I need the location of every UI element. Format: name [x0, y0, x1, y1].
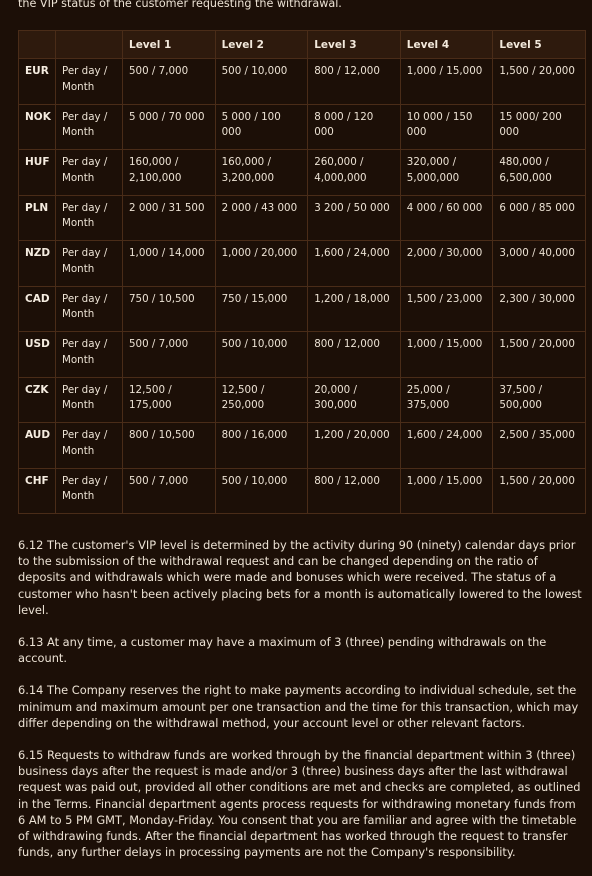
limit-cell-level-1: 2 000 / 31 500	[123, 195, 216, 241]
rule-6-12: 6.12 The customer's VIP level is determined by the activity during 90 (ninety) calendar days prior to the submission of the withdrawal request and can be changed depending on the ratio of deposits and withdrawals which were made and bonuses which were received. The status of a customer who hasn't been actively placing bets for a month is automatically lowered to the lowest level.	[18, 538, 582, 617]
terms-rules	[18, 537, 584, 876]
limit-cell-level-5: 6 000 / 85 000	[493, 195, 586, 241]
table-row	[19, 195, 586, 241]
limit-cell-level-3: 1,200 / 18,000	[308, 286, 401, 332]
limit-cell-level-3: 1,600 / 24,000	[308, 241, 401, 287]
limit-cell-level-2: 500 / 10,000	[215, 59, 308, 105]
table-row	[19, 468, 586, 514]
period-cell: Per day / Month	[56, 423, 123, 469]
limit-cell-level-5: 2,500 / 35,000	[493, 423, 586, 469]
table-row	[19, 104, 586, 150]
period-cell: Per day / Month	[56, 241, 123, 287]
limit-cell-level-1: 1,000 / 14,000	[123, 241, 216, 287]
withdrawal-limits-table	[18, 30, 586, 514]
limit-cell-level-1: 12,500 / 175,000	[123, 377, 216, 423]
limit-cell-level-2: 1,000 / 20,000	[215, 241, 308, 287]
limit-cell-level-2: 160,000 / 3,200,000	[215, 150, 308, 196]
limit-cell-level-3: 260,000 / 4,000,000	[308, 150, 401, 196]
limit-cell-level-5: 37,500 / 500,000	[493, 377, 586, 423]
rule-6-13: 6.13 At any time, a customer may have a maximum of 3 (three) pending withdrawals on the account.	[18, 635, 547, 666]
limit-cell-level-4: 25,000 / 375,000	[400, 377, 493, 423]
header-cell-level-2: Level 2	[215, 31, 308, 59]
table-row	[19, 241, 586, 287]
rule-6-15: 6.15 Requests to withdraw funds are worked through by the financial department within 3 (three) business days after the request is made and/or 3 (three) business days after the last withdrawal request was paid out, provided all other conditions are met and checks are completed, as outlined in the Terms. Financial department agents process requests for withdrawing monetary funds from 6 AM to 5 PM GMT, Monday-Friday. You consent that you are familiar and agree with the timetable of withdrawing funds. After the financial department has worked through the request to transfer funds, any further delays in processing payments are not the Company's responsibility.	[18, 748, 581, 860]
currency-cell: NZD	[19, 241, 56, 287]
limit-cell-level-1: 800 / 10,500	[123, 423, 216, 469]
limit-cell-level-4: 320,000 / 5,000,000	[400, 150, 493, 196]
limit-cell-level-1: 500 / 7,000	[123, 468, 216, 514]
limit-cell-level-4: 1,500 / 23,000	[400, 286, 493, 332]
currency-cell: CAD	[19, 286, 56, 332]
limit-cell-level-5: 3,000 / 40,000	[493, 241, 586, 287]
header-cell-level-1: Level 1	[123, 31, 216, 59]
limit-cell-level-4: 4 000 / 60 000	[400, 195, 493, 241]
table-row	[19, 286, 586, 332]
table-row	[19, 423, 586, 469]
limit-cell-level-1: 500 / 7,000	[123, 59, 216, 105]
currency-cell: AUD	[19, 423, 56, 469]
limit-cell-level-2: 500 / 10,000	[215, 332, 308, 378]
limit-cell-level-2: 800 / 16,000	[215, 423, 308, 469]
period-cell: Per day / Month	[56, 150, 123, 196]
limit-cell-level-2: 2 000 / 43 000	[215, 195, 308, 241]
period-cell: Per day / Month	[56, 468, 123, 514]
header-cell-currency	[19, 31, 56, 59]
limit-cell-level-5: 480,000 / 6,500,000	[493, 150, 586, 196]
currency-cell: CHF	[19, 468, 56, 514]
period-cell: Per day / Month	[56, 59, 123, 105]
header-cell-level-5: Level 5	[493, 31, 586, 59]
limit-cell-level-1: 160,000 / 2,100,000	[123, 150, 216, 196]
table-row	[19, 332, 586, 378]
limit-cell-level-4: 1,600 / 24,000	[400, 423, 493, 469]
limit-cell-level-5: 1,500 / 20,000	[493, 468, 586, 514]
limit-cell-level-1: 750 / 10,500	[123, 286, 216, 332]
table-row	[19, 377, 586, 423]
limit-cell-level-3: 800 / 12,000	[308, 468, 401, 514]
rule-6-14: 6.14 The Company reserves the right to make payments according to individual schedule, set the minimum and maximum amount per one transaction and the time for this transaction, which may differ depending on the withdrawal method, your account level or other relevant factors.	[18, 683, 579, 730]
table-row	[19, 59, 586, 105]
currency-cell: PLN	[19, 195, 56, 241]
limit-cell-level-2: 12,500 / 250,000	[215, 377, 308, 423]
limit-cell-level-3: 1,200 / 20,000	[308, 423, 401, 469]
header-cell-period	[56, 31, 123, 59]
limit-cell-level-5: 2,300 / 30,000	[493, 286, 586, 332]
limit-cell-level-1: 500 / 7,000	[123, 332, 216, 378]
table-header-row	[19, 31, 586, 59]
period-cell: Per day / Month	[56, 104, 123, 150]
currency-cell: USD	[19, 332, 56, 378]
limit-cell-level-4: 1,000 / 15,000	[400, 332, 493, 378]
period-cell: Per day / Month	[56, 332, 123, 378]
period-cell: Per day / Month	[56, 286, 123, 332]
period-cell: Per day / Month	[56, 195, 123, 241]
limit-cell-level-2: 750 / 15,000	[215, 286, 308, 332]
limit-cell-level-4: 2,000 / 30,000	[400, 241, 493, 287]
currency-cell: EUR	[19, 59, 56, 105]
limit-cell-level-2: 5 000 / 100 000	[215, 104, 308, 150]
limit-cell-level-3: 800 / 12,000	[308, 59, 401, 105]
header-cell-level-3: Level 3	[308, 31, 401, 59]
limit-cell-level-1: 5 000 / 70 000	[123, 104, 216, 150]
limit-cell-level-5: 1,500 / 20,000	[493, 332, 586, 378]
limit-cell-level-3: 800 / 12,000	[308, 332, 401, 378]
currency-cell: HUF	[19, 150, 56, 196]
header-cell-level-4: Level 4	[400, 31, 493, 59]
limit-cell-level-3: 3 200 / 50 000	[308, 195, 401, 241]
currency-cell: CZK	[19, 377, 56, 423]
currency-cell: NOK	[19, 104, 56, 150]
limit-cell-level-4: 1,000 / 15,000	[400, 468, 493, 514]
limit-cell-level-2: 500 / 10,000	[215, 468, 308, 514]
limit-cell-level-5: 15 000/ 200 000	[493, 104, 586, 150]
limit-cell-level-4: 1,000 / 15,000	[400, 59, 493, 105]
intro-text: the VIP status of the customer requesting the withdrawal.	[18, 0, 342, 10]
period-cell: Per day / Month	[56, 377, 123, 423]
table-row	[19, 150, 586, 196]
limit-cell-level-3: 20,000 / 300,000	[308, 377, 401, 423]
limit-cell-level-3: 8 000 / 120 000	[308, 104, 401, 150]
limit-cell-level-5: 1,500 / 20,000	[493, 59, 586, 105]
limit-cell-level-4: 10 000 / 150 000	[400, 104, 493, 150]
